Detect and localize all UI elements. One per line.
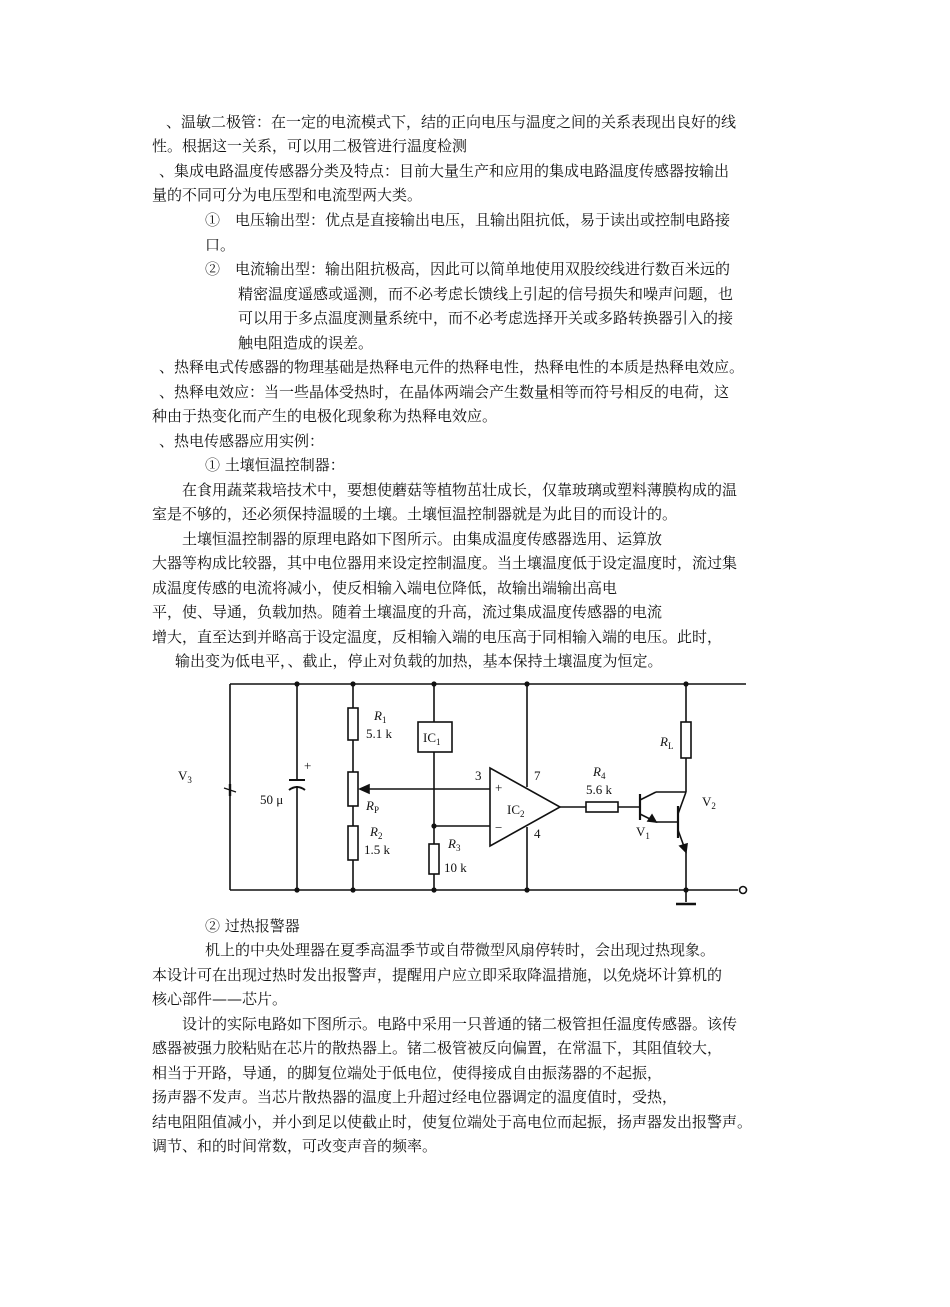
output-terminal [740,887,747,894]
text-line: 相当于开路，导通，的脚复位端处于低电位，使得接成自由振荡器的不起振， [152,1064,663,1082]
text-line: 机上的中央处理器在夏季高温季节或自带微型风扇停转时，会出现过热现象。 [205,941,716,959]
text-line: 室是不够的，还必须保持温暖的土壤。土壤恒温控制器就是为此目的而设计的。 [152,505,678,523]
v1-label: $V_1$ [636,824,650,841]
pin-7-label: 7 [534,768,541,783]
text-line: 、热释电效应：当一些晶体受热时，在晶体两端会产生数量相等而符号相反的电荷，这 [159,383,730,401]
text-line: 、温敏二极管：在一定的电流模式下，结的正向电压与温度之间的关系表现出良好的线 [166,113,737,131]
text-line: 土壤恒温控制器的原理电路如下图所示。由集成温度传感器选用、运算放 [182,530,663,548]
r2-label: $R_2$ [370,824,383,841]
rl-load-resistor [681,722,691,758]
text-line: 增大，直至达到并略高于设定温度，反相输入端的电压高于同相输入端的电压。此时， [152,628,723,646]
list-item: ② 电流输出型：输出阻抗极高，因此可以简单地使用双股绞线进行数百米远的 [205,260,731,278]
text-line: 输出变为低电平，、截止，停止对负载的加热，基本保持土壤温度为恒定。 [175,652,663,670]
ic1-label: $IC_1$ [423,730,441,747]
pin-4-label: 4 [534,826,541,841]
v3-label: $V_3$ [178,768,192,785]
r1-value: 5.1 k [366,726,392,741]
text-line: 性。根据这一关系，可以用二极管进行温度检测 [152,137,468,155]
r1-label: $R_1$ [374,708,387,725]
text-line: 口。 [205,236,236,254]
pin-3-label: 3 [475,768,482,783]
circuit-svg [150,676,810,912]
r4-value: 5.6 k [586,782,612,797]
text-line: 触电阻造成的误差。 [238,334,374,352]
ic2-label: $IC_2$ [507,802,525,819]
potentiometer-rp [348,772,358,806]
text-line: 、热释电式传感器的物理基础是热释电元件的热释电性，热释电性的本质是热释电效应。 [159,358,745,376]
text-line: 扬声器不发声。当芯片散热器的温度上升超过经电位器调定的温度值时，受热， [152,1088,678,1106]
rl-label: $R_L$ [660,734,674,751]
r2-resistor [348,826,358,860]
subsection-heading: ② 过热报警器 [205,917,300,935]
r4-resistor [586,802,618,812]
subsection-heading: ① 土壤恒温控制器： [205,456,345,474]
capacitor-polarity: + [304,758,312,773]
capacitor-value: 50 μ [260,792,284,807]
r3-value: 10 k [444,860,467,875]
list-item: ① 电压输出型：优点是直接输出电压，且输出阻抗低，易于读出或控制电路接 [205,211,731,229]
text-line: 成温度传感的电流将减小，使反相输入端电位降低，故输出端输出高电 [152,579,618,597]
r3-resistor [429,844,439,874]
text-line: 调节、和的时间常数，可改变声音的频率。 [152,1137,438,1155]
v2-label: $V_2$ [702,794,716,811]
text-line: 感器被强力胶粘贴在芯片的散热器上。锗二极管被反向偏置，在常温下，其阻值较大， [152,1039,723,1057]
rp-label: $R_P$ [366,798,379,815]
text-line: 种由于热变化而产生的电极化现象称为热释电效应。 [152,407,498,425]
text-line: 平，使、导通，负载加热。随着土壤温度的升高，流过集成温度传感器的电流 [152,603,663,621]
r4-label: $R_4$ [593,764,606,781]
text-line: 在食用蔬菜栽培技术中，要想使蘑菇等植物茁壮成长，仅靠玻璃或塑料薄膜构成的温 [182,481,738,499]
op-amp-minus: − [495,820,503,835]
op-amp-plus: + [495,780,503,795]
text-line: 核心部件——芯片。 [152,990,288,1008]
text-line: 大器等构成比较器，其中电位器用来设定控制温度。当土壤温度低于设定温度时，流过集 [152,554,738,572]
r1-resistor [348,708,358,740]
text-line: 结电阻阻值减小，并小到足以使截止时，使复位端处于高电位而起振，扬声器发出报警声。 [152,1113,753,1131]
section-heading: 、热电传感器应用实例： [159,432,325,450]
soil-thermostat-circuit-diagram [150,676,810,912]
text-line: 精密温度遥感或遥测，而不必考虑长馈线上引起的信号损失和噪声问题，也 [238,285,734,303]
text-line: 、集成电路温度传感器分类及特点：目前大量生产和应用的集成电路温度传感器按输出 [159,162,730,180]
r3-label: $R_3$ [448,836,461,853]
r2-value: 1.5 k [364,842,390,857]
text-line: 量的不同可分为电压型和电流型两大类。 [152,186,423,204]
text-line: 设计的实际电路如下图所示。电路中采用一只普通的锗二极管担任温度传感器。该传 [182,1015,738,1033]
text-line: 本设计可在出现过热时发出报警声，提醒用户应立即采取降温措施，以免烧坏计算机的 [152,966,723,984]
text-line: 可以用于多点温度测量系统中，而不必考虑选择开关或多路转换器引入的接 [238,309,734,327]
